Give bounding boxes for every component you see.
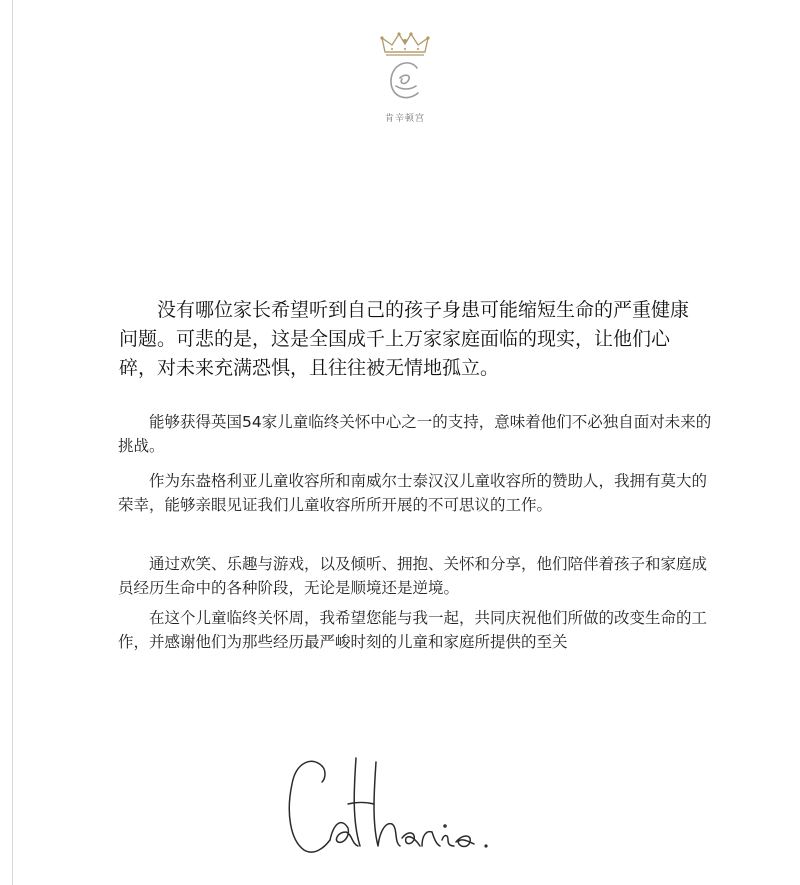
letter-paragraph-1: 没有哪位家长希望听到自己的孩子身患可能缩短生命的严重健康问题。可悲的是，这是全国成千上万家家庭面临的现实，让他们心碎，对未来充满恐惧，且往往被无情地孤立。 (119, 299, 690, 379)
letter-paragraph-3: 作为东盎格利亚儿童收容所和南威尔士泰汉汉儿童收容所的赞助人，我拥有莫大的荣幸，能够亲眼见证我们儿童收容所所开展的不可思议的工作。 (118, 472, 708, 514)
letterhead-label: 肯辛顿宫 (384, 114, 425, 124)
letter-paragraph-2: 能够获得英国54家儿童临终关怀中心之一的支持，意味着他们不必独自面对未来的挑战。 (118, 413, 712, 455)
page-edge-line (12, 0, 13, 885)
handwritten-signature (282, 748, 512, 868)
letter-paragraph-5: 在这个儿童临终关怀周，我希望您能与我一起，共同庆祝他们所做的改变生命的工作，并感谢他们为那些经历最严峻时刻的儿童和家庭所提供的至关 (118, 609, 708, 651)
letter-paragraph-4: 通过欢笑、乐趣与游戏，以及倾听、拥抱、关怀和分享，他们陪伴着孩子和家庭成员经历生命中的各种阶段，无论是顺境还是逆境。 (118, 555, 708, 597)
